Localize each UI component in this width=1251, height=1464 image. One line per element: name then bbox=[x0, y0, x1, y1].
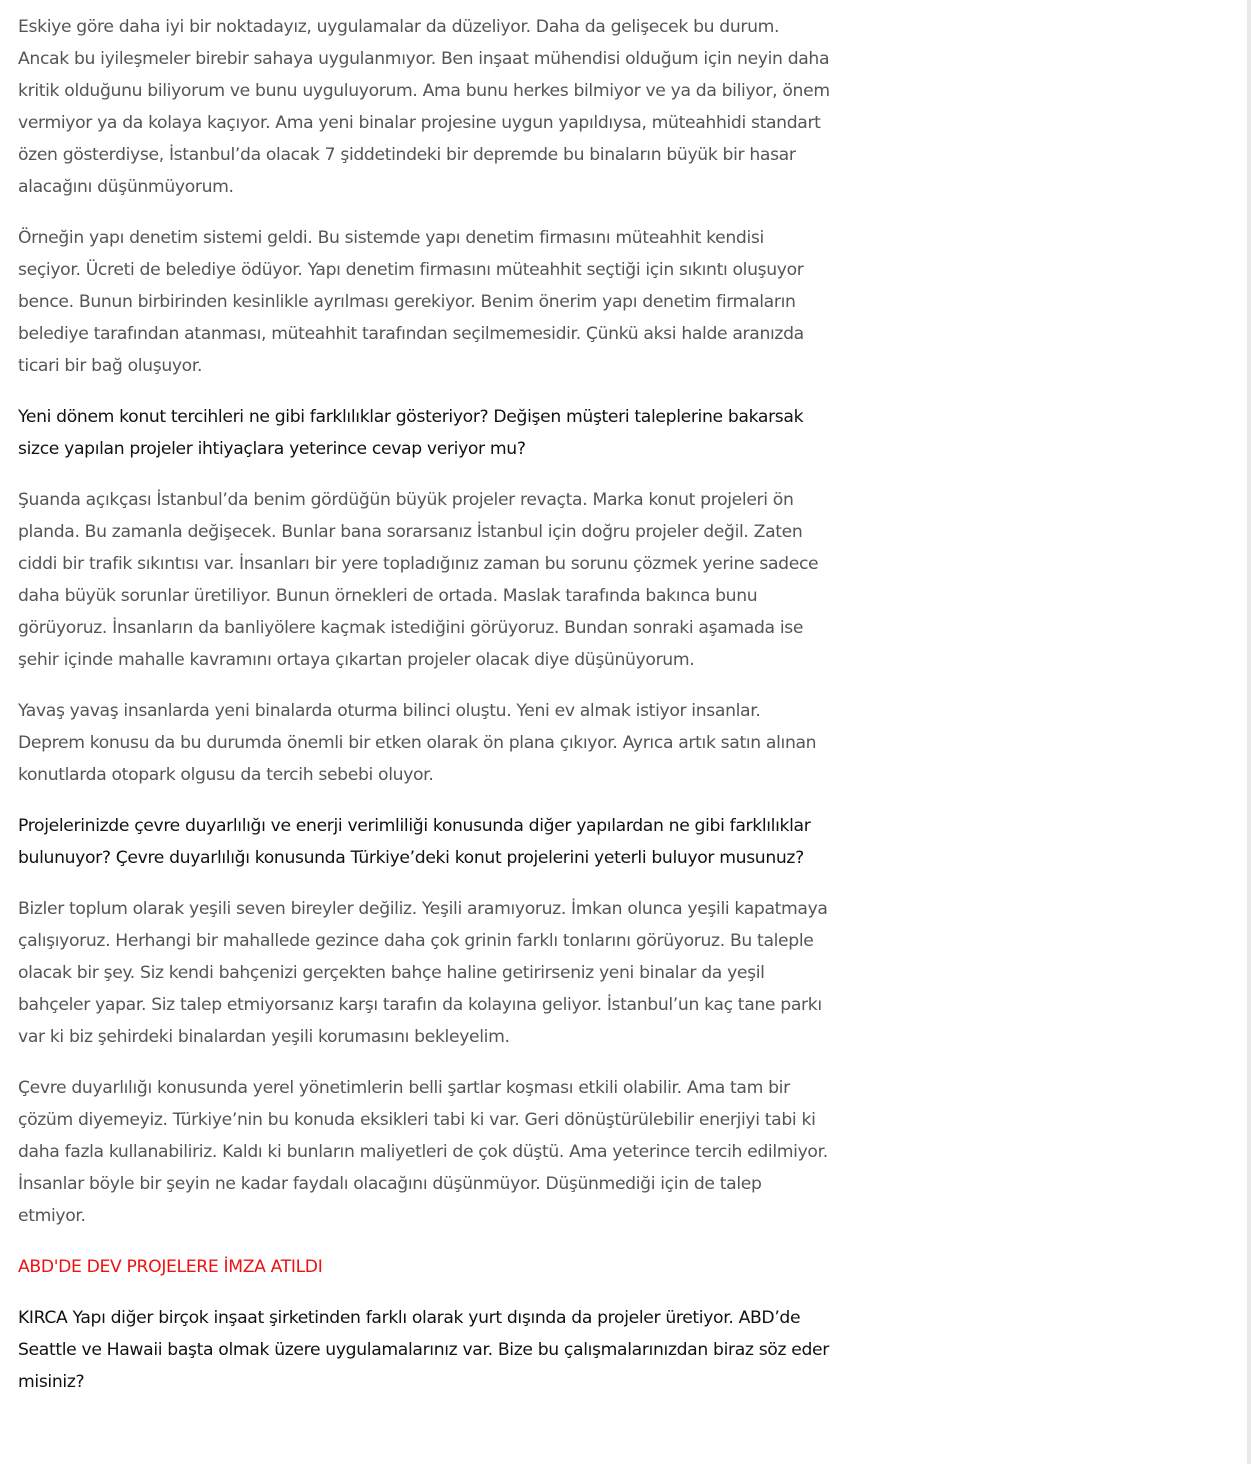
article-paragraph: Çevre duyarlılığı konusunda yerel yönetimlerin belli şartlar koşması etkili olabilir. Ama tam bir çözüm diyemeyiz. Türkiye’nin bu konuda eksikleri tabi ki var. Geri dönüştürülebilir enerjiyi tabi ki daha fazla kullanabiliriz. Kaldı ki bunların maliyetleri de çok düştü. Ama yeterince tercih edilmiyor. İnsanlar böyle bir şeyin ne kadar faydalı olacağını düşünmüyor. Düşünmediği için de talep etmiyor. bbox=[18, 1078, 828, 1226]
interview-question: Yeni dönem konut tercihleri ne gibi farklılıklar gösteriyor? Değişen müşteri taleplerine bakarsak sizce yapılan projeler ihtiyaçlara yeterince cevap veriyor mu? bbox=[18, 407, 804, 459]
article-body bbox=[18, 11, 830, 1417]
interview-question: Projelerinizde çevre duyarlılığı ve enerji verimliliği konusunda diğer yapılardan ne gibi farklılıklar bulunuyor? Çevre duyarlılığı konusunda Türkiye’deki konut projelerini yeterli buluyor musunuz? bbox=[18, 816, 811, 868]
page-scrollbar[interactable] bbox=[1247, 0, 1251, 1464]
article-paragraph: Yavaş yavaş insanlarda yeni binalarda oturma bilinci oluştu. Yeni ev almak istiyor insanlar. Deprem konusu da bu durumda önemli bir etken olarak ön plana çıkıyor. Ayrıca artık satın alınan konutlarda otopark olgusu da tercih sebebi oluyor. bbox=[18, 701, 817, 785]
section-heading: ABD'DE DEV PROJELERE İMZA ATILDI bbox=[18, 1257, 323, 1277]
article-paragraph: Şuanda açıkçası İstanbul’da benim gördüğün büyük projeler revaçta. Marka konut projeleri ön planda. Bu zamanla değişecek. Bunlar bana sorarsanız İstanbul için doğru projeler değil. Zaten ciddi bir trafik sıkıntısı var. İnsanları bir yere topladığınız zaman bu sorunu çözmek yerine sadece daha büyük sorunlar üretiliyor. Bunun örnekleri de ortada. Maslak tarafında bakınca bunu görüyoruz. İnsanların da banliyölere kaçmak istediğini görüyoruz. Bundan sonraki aşamada ise şehir içinde mahalle kavramını ortaya çıkartan projeler olacak diye düşünüyorum. bbox=[18, 490, 819, 670]
article-paragraph: Eskiye göre daha iyi bir noktadayız, uygulamalar da düzeliyor. Daha da gelişecek bu durum. Ancak bu iyileşmeler birebir sahaya uygulanmıyor. Ben inşaat mühendisi olduğum için neyin daha kritik olduğunu biliyorum ve bunu uyguluyorum. Ama bunu herkes bilmiyor ve ya da biliyor, önem vermiyor ya da kolaya kaçıyor. Ama yeni binalar projesine uygun yapıldıysa, müteahhidi standart özen gösterdiyse, İstanbul’da olacak 7 şiddetindeki bir depremde bu binaların büyük bir hasar alacağını düşünmüyorum. bbox=[18, 17, 830, 197]
interview-question: KIRCA Yapı diğer birçok inşaat şirketinden farklı olarak yurt dışında da projeler üretiyor. ABD’de Seattle ve Hawaii başta olmak üzere uygulamalarınız var. Bize bu çalışmalarınızdan biraz söz eder misiniz? bbox=[18, 1308, 829, 1392]
article-paragraph: Bizler toplum olarak yeşili seven bireyler değiliz. Yeşili aramıyoruz. İmkan olunca yeşili kapatmaya çalışıyoruz. Herhangi bir mahallede gezince daha çok grinin farklı tonlarını görüyoruz. Bu taleple olacak bir şey. Siz kendi bahçenizi gerçekten bahçe haline getirirseniz yeni binalar da yeşil bahçeler yapar. Siz talep etmiyorsanız karşı tarafın da kolayına geliyor. İstanbul’un kaç tane parkı var ki biz şehirdeki binalardan yeşili korumasını bekleyelim. bbox=[18, 899, 828, 1047]
article-paragraph: Örneğin yapı denetim sistemi geldi. Bu sistemde yapı denetim firmasını müteahhit kendisi seçiyor. Ücreti de belediye ödüyor. Yapı denetim firmasını müteahhit seçtiği için sıkıntı oluşuyor bence. Bunun birbirinden kesinlikle ayrılması gerekiyor. Benim önerim yapı denetim firmaların belediye tarafından atanması, müteahhit tarafından seçilmemesidir. Çünkü aksi halde aranızda ticari bir bağ oluşuyor. bbox=[18, 228, 804, 376]
